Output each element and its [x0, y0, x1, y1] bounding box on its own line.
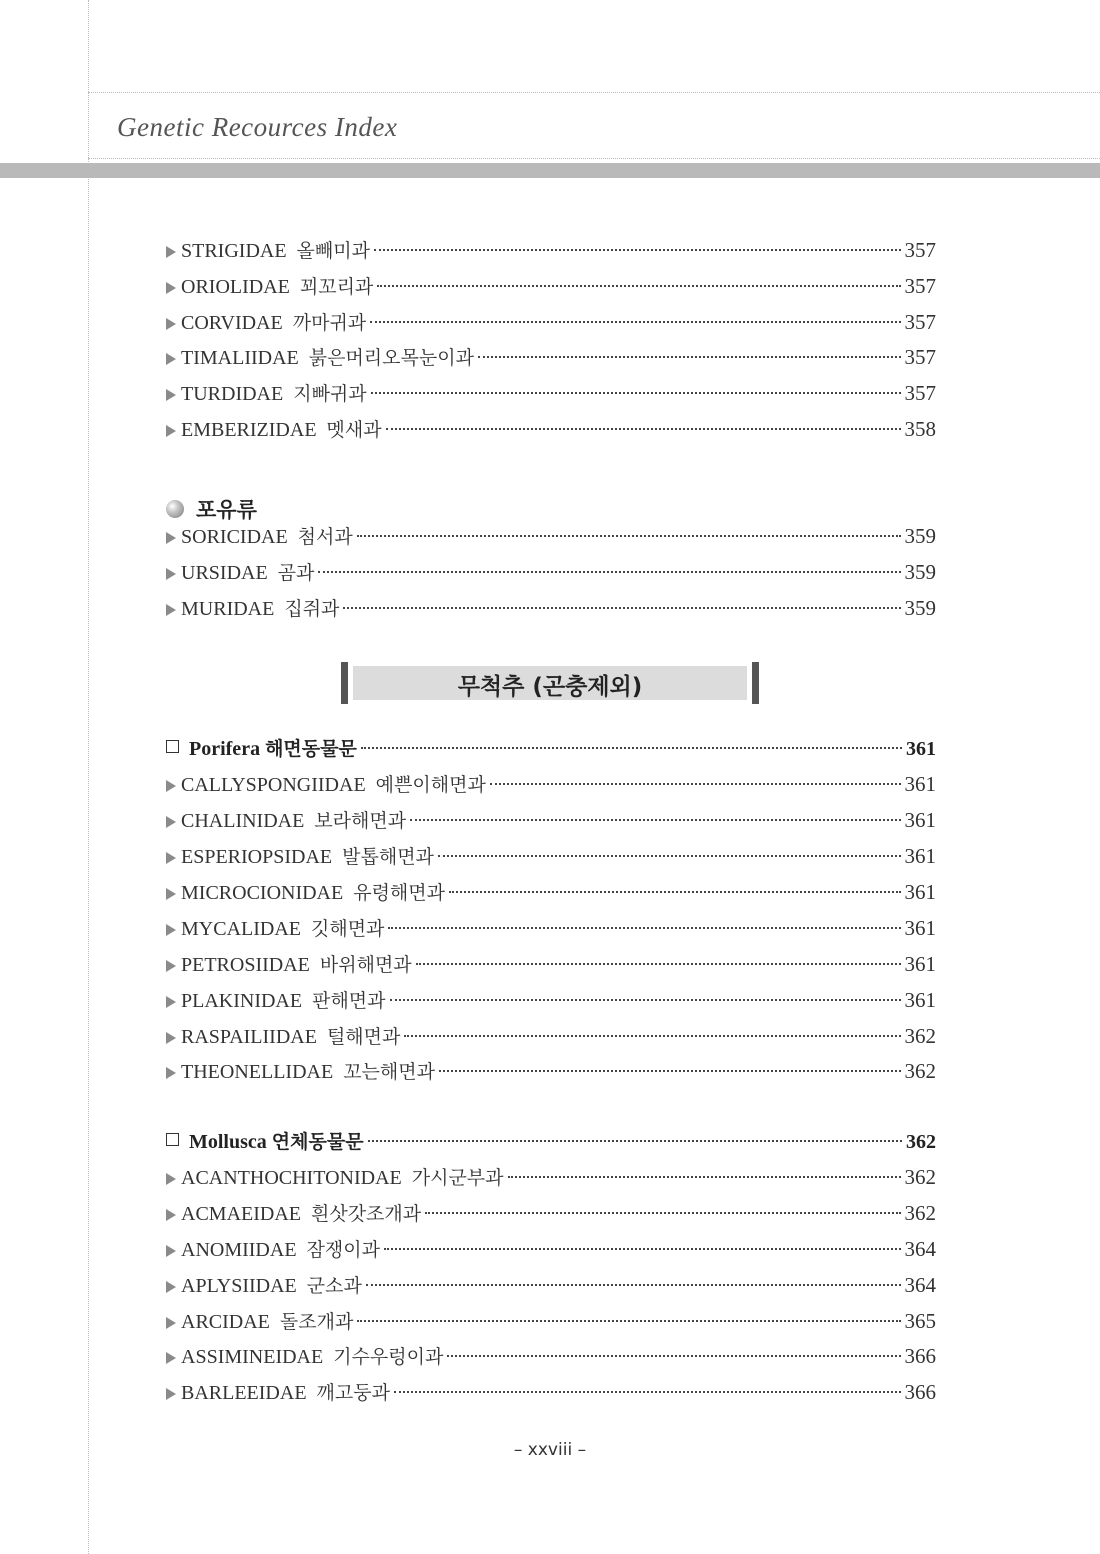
- page-number: 361: [904, 772, 936, 796]
- family-korean: 바위해면과: [319, 954, 412, 976]
- margin-guide-header: [88, 158, 1100, 159]
- index-entry: [166, 522, 936, 552]
- class-heading-label: 포유류: [196, 498, 257, 522]
- index-entry: [166, 806, 936, 836]
- family-korean: 잠쟁이과: [306, 1239, 380, 1261]
- triangle-bullet-icon: [166, 389, 176, 401]
- dot-leader: [449, 891, 901, 893]
- family-korean: 깃해면과: [311, 918, 385, 940]
- triangle-bullet-icon: [166, 246, 176, 258]
- family-name: CHALINIDAE: [181, 810, 305, 832]
- triangle-bullet-icon: [166, 1209, 176, 1221]
- sphere-bullet-icon: [166, 500, 184, 518]
- family-name: ARCIDAE: [181, 1311, 270, 1333]
- family-name: PETROSIIDAE: [181, 954, 310, 976]
- page-number: 361: [906, 738, 936, 760]
- dot-leader: [370, 321, 900, 323]
- index-entry: [166, 236, 936, 266]
- banner-bar-right: [752, 662, 759, 704]
- page-number: 361: [904, 880, 936, 904]
- family-korean: 올빼미과: [296, 240, 370, 262]
- triangle-bullet-icon: [166, 888, 176, 900]
- index-entry: [166, 950, 936, 980]
- dot-leader: [366, 1284, 901, 1286]
- page-number: 359: [904, 560, 936, 584]
- dot-leader: [318, 571, 900, 573]
- family-name: TIMALIIDAE: [181, 347, 299, 369]
- page-number: 361: [904, 844, 936, 868]
- family-name: ACMAEIDAE: [181, 1203, 301, 1225]
- index-entry: [166, 842, 936, 872]
- page-number: 362: [906, 1131, 936, 1153]
- triangle-bullet-icon: [166, 318, 176, 330]
- page-number: 364: [904, 1237, 936, 1261]
- triangle-bullet-icon: [166, 1245, 176, 1257]
- triangle-bullet-icon: [166, 816, 176, 828]
- dot-leader: [386, 428, 901, 430]
- page-number: 359: [904, 596, 936, 620]
- family-korean: 군소과: [306, 1275, 362, 1297]
- phylum-korean: 연체동물문: [271, 1131, 364, 1153]
- class-heading: [166, 494, 257, 524]
- index-entry: [166, 1271, 936, 1301]
- page-number: 357: [904, 274, 936, 298]
- dot-leader: [384, 1248, 901, 1250]
- triangle-bullet-icon: [166, 1067, 176, 1079]
- page-number: 357: [904, 310, 936, 334]
- triangle-bullet-icon: [166, 1281, 176, 1293]
- page-number: 361: [904, 952, 936, 976]
- dot-leader: [368, 1140, 902, 1142]
- family-korean: 판해면과: [312, 990, 386, 1012]
- family-name: STRIGIDAE: [181, 240, 287, 262]
- dot-leader: [425, 1212, 900, 1214]
- dot-leader: [508, 1176, 901, 1178]
- index-entry: [166, 878, 936, 908]
- page-number: 357: [904, 238, 936, 262]
- triangle-bullet-icon: [166, 996, 176, 1008]
- family-name: SORICIDAE: [181, 526, 288, 548]
- family-korean: 까마귀과: [292, 312, 367, 334]
- index-entry: [166, 1342, 936, 1372]
- family-korean: 보라해면과: [314, 810, 407, 832]
- triangle-bullet-icon: [166, 1388, 176, 1400]
- page-number: 362: [904, 1165, 936, 1189]
- page-number: 357: [904, 381, 936, 405]
- index-entry: [166, 1057, 936, 1087]
- family-name: ACANTHOCHITONIDAE: [181, 1167, 402, 1189]
- dot-leader: [447, 1355, 900, 1357]
- page-number: 366: [904, 1344, 936, 1368]
- family-korean: 깨고둥과: [316, 1382, 390, 1404]
- family-name: URSIDAE: [181, 562, 268, 584]
- family-korean: 첨서과: [297, 526, 353, 548]
- family-name: PLAKINIDAE: [181, 990, 303, 1012]
- index-entry: [166, 272, 936, 302]
- index-entry: [166, 1022, 936, 1052]
- family-name: CALLYSPONGIIDAE: [181, 774, 366, 796]
- page-number: 361: [904, 988, 936, 1012]
- family-name: ANOMIIDAE: [181, 1239, 297, 1261]
- family-name: ASSIMINEIDAE: [181, 1346, 324, 1368]
- triangle-bullet-icon: [166, 568, 176, 580]
- index-entry: [166, 558, 936, 588]
- triangle-bullet-icon: [166, 852, 176, 864]
- dot-leader: [404, 1035, 900, 1037]
- index-entry: [166, 1235, 936, 1265]
- family-name: EMBERIZIDAE: [181, 419, 317, 441]
- page-number: 362: [904, 1201, 936, 1225]
- triangle-bullet-icon: [166, 425, 176, 437]
- family-name: CORVIDAE: [181, 312, 283, 334]
- dot-leader: [357, 535, 901, 537]
- family-korean: 꾀꼬리과: [299, 276, 374, 298]
- triangle-bullet-icon: [166, 780, 176, 792]
- family-korean: 지빠귀과: [293, 383, 367, 405]
- family-korean: 예쁜이해면과: [375, 774, 486, 796]
- dot-leader: [343, 607, 900, 609]
- index-entry: [166, 1163, 936, 1193]
- family-korean: 곰과: [277, 562, 315, 584]
- family-korean: 발톱해면과: [342, 846, 434, 868]
- page-number: 361: [904, 916, 936, 940]
- page-number: 361: [904, 808, 936, 832]
- family-name: ORIOLIDAE: [181, 276, 290, 298]
- page-number: 357: [904, 345, 936, 369]
- index-entry: [166, 379, 936, 409]
- triangle-bullet-icon: [166, 282, 176, 294]
- dot-leader: [478, 356, 901, 358]
- family-name: THEONELLIDAE: [181, 1061, 334, 1083]
- family-korean: 유령해면과: [353, 882, 445, 904]
- dot-leader: [390, 999, 901, 1001]
- family-name: TURDIDAE: [181, 383, 284, 405]
- family-korean: 꼬는해면과: [343, 1061, 435, 1083]
- index-entry: [166, 343, 936, 373]
- dot-leader: [416, 963, 901, 965]
- index-entry: [166, 1199, 936, 1229]
- index-entry: [166, 914, 936, 944]
- page-number: 365: [904, 1309, 936, 1333]
- family-korean: 붉은머리오목눈이과: [308, 347, 474, 369]
- triangle-bullet-icon: [166, 1173, 176, 1185]
- dot-leader: [410, 819, 900, 821]
- family-name: RASPAILIIDAE: [181, 1026, 317, 1048]
- index-entry: [166, 594, 936, 624]
- index-entry: [166, 415, 936, 445]
- triangle-bullet-icon: [166, 924, 176, 936]
- dot-leader: [439, 1070, 901, 1072]
- page-number: 358: [904, 417, 936, 441]
- page-number: 366: [904, 1380, 936, 1404]
- family-korean: 집쥐과: [284, 598, 340, 620]
- dot-leader: [357, 1320, 900, 1322]
- index-entry: [166, 770, 936, 800]
- family-korean: 기수우렁이과: [333, 1346, 444, 1368]
- margin-guide-top: [88, 92, 1100, 93]
- family-name: MICROCIONIDAE: [181, 882, 344, 904]
- running-header-title: Genetic Recources Index: [117, 112, 398, 142]
- triangle-bullet-icon: [166, 1032, 176, 1044]
- phylum-korean: 해면동물문: [265, 738, 357, 760]
- triangle-bullet-icon: [166, 532, 176, 544]
- dot-leader: [361, 747, 902, 749]
- triangle-bullet-icon: [166, 353, 176, 365]
- family-name: APLYSIIDAE: [181, 1275, 297, 1297]
- phylum-entry: [166, 1127, 936, 1157]
- header-band: [0, 163, 1100, 178]
- page-number: 364: [904, 1273, 936, 1297]
- page-number: 362: [904, 1024, 936, 1048]
- phylum-name: Porifera: [189, 738, 261, 760]
- dot-leader: [438, 855, 901, 857]
- family-korean: 가시군부과: [411, 1167, 504, 1189]
- page-number: 362: [904, 1059, 936, 1083]
- section-banner: [341, 662, 759, 704]
- checkbox-bullet-icon: [166, 740, 179, 753]
- margin-guide-vertical: [88, 0, 89, 1554]
- family-name: ESPERIOPSIDAE: [181, 846, 333, 868]
- index-entry: [166, 1378, 936, 1408]
- index-entry: [166, 308, 936, 338]
- family-korean: 돌조개과: [279, 1311, 354, 1333]
- index-entry: [166, 986, 936, 1016]
- family-name: MYCALIDAE: [181, 918, 301, 940]
- page-footer: – xxviii –: [513, 1440, 587, 1460]
- dot-leader: [377, 285, 900, 287]
- dot-leader: [490, 783, 901, 785]
- triangle-bullet-icon: [166, 1317, 176, 1329]
- triangle-bullet-icon: [166, 604, 176, 616]
- banner-label: 무척추 (곤충제외): [457, 674, 643, 700]
- index-entry: [166, 1307, 936, 1337]
- family-name: BARLEEIDAE: [181, 1382, 307, 1404]
- dot-leader: [394, 1391, 901, 1393]
- family-name: MURIDAE: [181, 598, 275, 620]
- family-korean: 흰삿갓조개과: [311, 1203, 422, 1225]
- triangle-bullet-icon: [166, 1352, 176, 1364]
- checkbox-bullet-icon: [166, 1133, 179, 1146]
- phylum-name: Mollusca: [189, 1131, 267, 1153]
- dot-leader: [374, 249, 901, 251]
- dot-leader: [388, 927, 900, 929]
- page-number: 359: [904, 524, 936, 548]
- phylum-entry: [166, 734, 936, 764]
- triangle-bullet-icon: [166, 960, 176, 972]
- dot-leader: [371, 392, 901, 394]
- family-korean: 멧새과: [326, 419, 382, 441]
- family-korean: 털해면과: [326, 1026, 401, 1048]
